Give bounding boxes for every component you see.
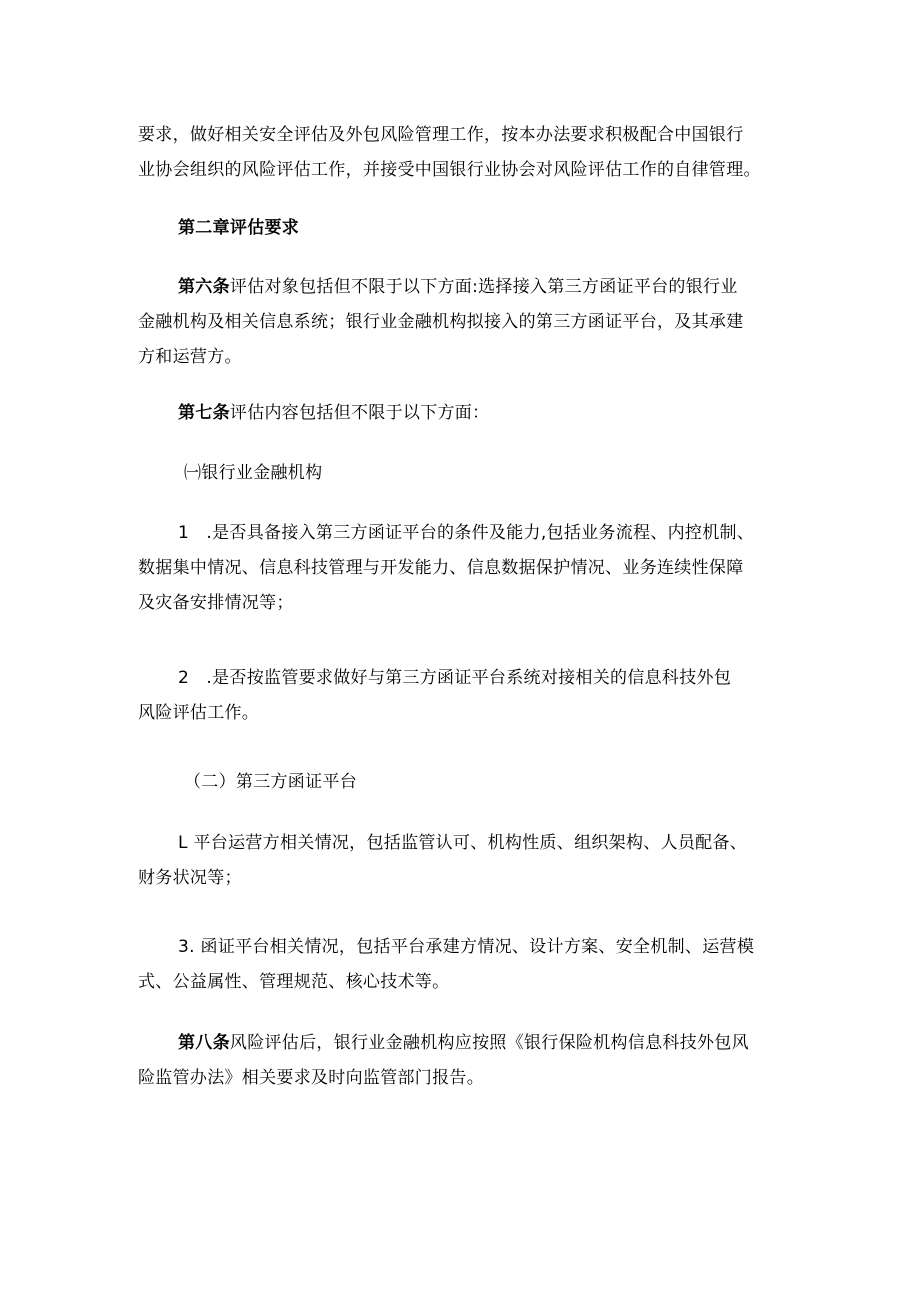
article-7 (138, 396, 810, 431)
paragraph-continuation (138, 118, 810, 188)
paragraph-line: 式、公益属性、管理规范、核心技术等。 (138, 972, 450, 992)
article-first-line (138, 270, 810, 305)
section-1 (138, 456, 810, 491)
section-title: （二）第三方函证平台 (184, 772, 357, 792)
article-text: 评估内容包括但不限于以下方面： (229, 403, 490, 423)
article-first-line (138, 1026, 810, 1061)
item-1 (138, 516, 810, 621)
article-8 (138, 1026, 810, 1096)
paragraph-line: 财务状况等； (138, 868, 242, 888)
paragraph-line: 数据集中情况、信息科技管理与开发能力、信息数据保护情况、业务连续性保障 (138, 558, 744, 578)
article-text: 评估对象包括但不限于以下方面:选择接入第三方函证平台的银行业 (229, 277, 738, 297)
article-first-line (138, 396, 810, 431)
chapter-title: 第二章评估要求 (178, 218, 300, 238)
article-6 (138, 270, 810, 375)
paragraph-line: 险监管办法》相关要求及时向监管部门报告。 (138, 1068, 484, 1088)
paragraph-line: 及灾备安排情况等； (138, 593, 294, 613)
article-label: 第七条 (178, 403, 230, 423)
article-label: 第六条 (178, 277, 230, 297)
item-first-line: 2 .是否按监管要求做好与第三方函证平台系统对接相关的信息科技外包 (178, 668, 732, 688)
section-2 (138, 765, 810, 800)
item-2 (138, 661, 810, 731)
paragraph-line: 业协会组织的风险评估工作，并接受中国银行业协会对风险评估工作的自律管理。 (138, 160, 761, 180)
paragraph-line: 风险评估工作。 (138, 703, 260, 723)
chapter-heading (138, 211, 810, 246)
item-first-line: L 平台运营方相关情况，包括监管认可、机构性质、组织架构、人员配备、 (178, 833, 748, 853)
item-first-line: 1 .是否具备接入第三方函证平台的条件及能力,包括业务流程、内控机制、 (178, 523, 755, 543)
paragraph-line: 方和运营方。 (138, 347, 242, 367)
item-first-line: 3. 函证平台相关情况，包括平台承建方情况、设计方案、安全机制、运营模 (178, 937, 755, 957)
section-title: ㈠银行业金融机构 (184, 463, 323, 483)
item-3 (138, 930, 810, 1000)
paragraph-line: 金融机构及相关信息系统；银行业金融机构拟接入的第三方函证平台，及其承建 (138, 312, 744, 332)
article-text: 风险评估后，银行业金融机构应按照《银行保险机构信息科技外包风 (229, 1033, 749, 1053)
paragraph-line: 要求，做好相关安全评估及外包风险管理工作，按本办法要求积极配合中国银行 (138, 125, 744, 145)
item-l (138, 826, 810, 896)
article-label: 第八条 (178, 1033, 230, 1053)
